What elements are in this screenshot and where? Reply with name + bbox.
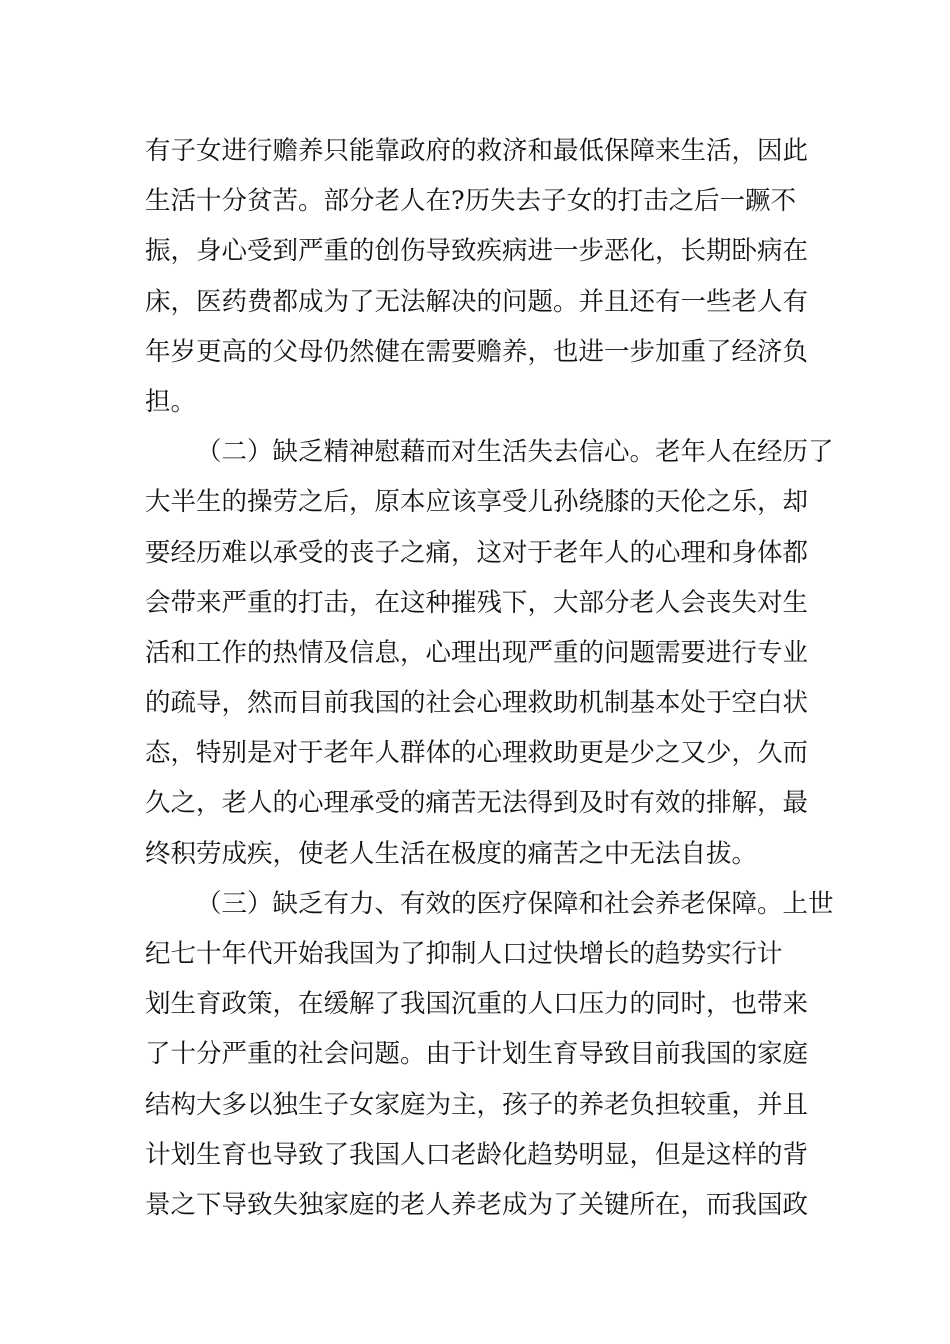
text-line: 划生育政策，在缓解了我国沉重的人口压力的同时，也带来 [145,989,809,1020]
text-line: 计划生育也导致了我国人口老龄化趋势明显，但是这样的背 [145,1139,809,1170]
text-line: 纪七十年代开始我国为了抑制人口过快增长的趋势实行计 [145,939,783,969]
text-line: 的疏导，然而目前我国的社会心理救助机制基本处于空白状 [145,688,809,719]
text-line: 大半生的操劳之后，原本应该享受儿孙绕膝的天伦之乐，却 [145,487,809,518]
body-text [145,126,834,1230]
text-line: 要经历难以承受的丧子之痛，这对于老年人的心理和身体都 [145,537,809,568]
text-line: 担。 [145,386,197,417]
text-line: 床，医药费都成为了无法解决的问题。并且还有一些老人有 [145,286,809,317]
section-heading-line: （三）缺乏有力、有效的医疗保障和社会养老保障。上世 [196,888,834,919]
text-line: 有子女进行赡养只能靠政府的救济和最低保障来生活，因此 [145,136,809,166]
text-line: 终积劳成疾，使老人生活在极度的痛苦之中无法自拔。 [145,838,758,869]
text-line: 振，身心受到严重的创伤导致疾病进一步恶化，长期卧病在 [145,236,809,267]
text-line: 态，特别是对于老年人群体的心理救助更是少之又少，久而 [145,738,809,769]
text-line: 年岁更高的父母仍然健在需要赡养，也进一步加重了经济负 [145,336,809,367]
text-line: 景之下导致失独家庭的老人养老成为了关键所在，而我国政 [145,1189,809,1220]
text-line: 了十分严重的社会问题。由于计划生育导致目前我国的家庭 [145,1039,809,1070]
text-line: 会带来严重的打击，在这种摧残下，大部分老人会丧失对生 [145,587,809,618]
section-heading-line: （二）缺乏精神慰藉而对生活失去信心。老年人在经历了 [196,437,834,468]
text-line: 活和工作的热情及信息，心理出现严重的问题需要进行专业 [145,637,809,668]
text-line: 结构大多以独生子女家庭为主，孩子的养老负担较重，并且 [145,1089,809,1120]
text-line: 生活十分贫苦。部分老人在?历失去子女的打击之后一蹶不 [145,186,797,217]
text-line: 久之，老人的心理承受的痛苦无法得到及时有效的排解，最 [145,788,809,819]
